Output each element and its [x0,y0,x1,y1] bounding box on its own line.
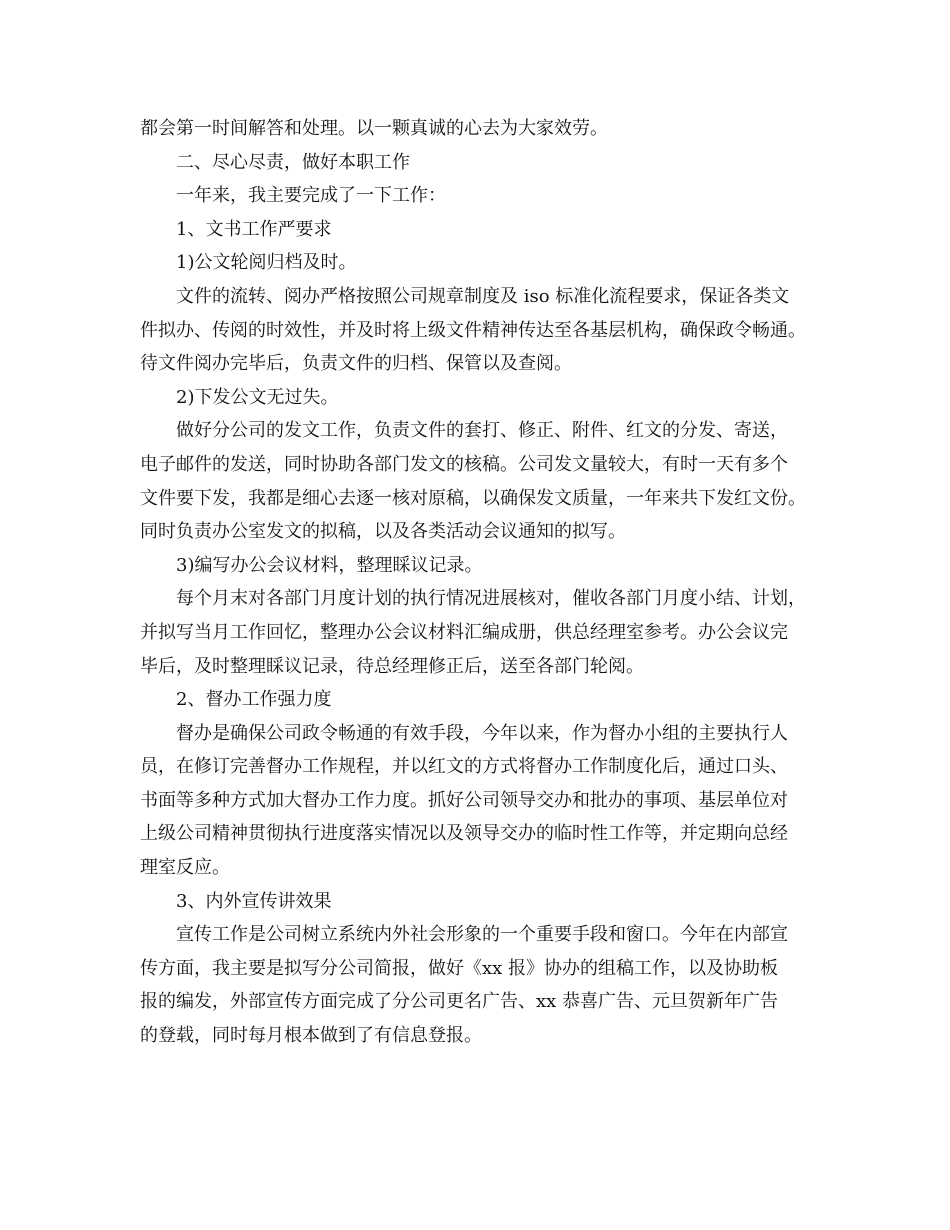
text-line: 3、内外宣传讲效果 [176,890,332,912]
text-line: 2、督办工作强力度 [176,689,332,711]
text-line: 做好分公司的发文工作，负责文件的套打、修正、附件、红文的分发、寄送， [176,420,788,442]
text-line: 上级公司精神贯彻执行进度落实情况以及领导交办的临时性工作等，并定期向总经 [140,823,788,845]
text-line: 的登载，同时每月根本做到了有信息登报。 [140,1025,482,1047]
text-line: 员，在修订完善督办工作规程，并以红文的方式将督办工作制度化后，通过口头、 [140,756,788,778]
text-line: 传方面，我主要是拟写分公司简报，做好《xx 报》协办的组稿工作，以及协助板 [140,957,779,979]
text-line: 1)公文轮阅归档及时。 [176,252,357,274]
text-line: 每个月末对各部门月度计划的执行情况进展核对，催收各部门月度小结、计划， [176,588,806,610]
text-line: 3)编写办公会议材料，整理睬议记录。 [176,554,483,576]
text-line: 1、文书工作严要求 [176,218,332,240]
text-line: 文件的流转、阅办严格按照公司规章制度及 iso 标准化流程要求，保证各类文 [176,285,790,307]
text-line: 待文件阅办完毕后，负责文件的归档、保管以及查阅。 [140,353,572,375]
text-line: 毕后，及时整理睬议记录，待总经理修正后，送至各部门轮阅。 [140,655,644,677]
text-line: 宣传工作是公司树立系统内外社会形象的一个重要手段和窗口。今年在内部宣 [176,924,788,946]
document-body [140,112,826,1053]
text-line: 一年来，我主要完成了一下工作： [176,185,446,207]
text-line: 书面等多种方式加大督办工作力度。抓好公司领导交办和批办的事项、基层单位对 [140,789,788,811]
text-line: 件拟办、传阅的时效性，并及时将上级文件精神传达至各基层机构，确保政令畅通。 [140,319,806,341]
text-line: 电子邮件的发送，同时协助各部门发文的核稿。公司发文量较大，有时一天有多个 [140,453,788,475]
text-line: 理室反应。 [140,857,230,879]
text-line: 二、尽心尽责，做好本职工作 [176,151,410,173]
text-line: 同时负责办公室发文的拟稿，以及各类活动会议通知的拟写。 [140,521,626,543]
text-line: 都会第一时间解答和处理。以一颗真诚的心去为大家效劳。 [140,118,608,139]
text-line: 2)下发公文无过失。 [176,386,339,408]
text-line: 并拟写当月工作回忆，整理办公会议材料汇编成册，供总经理室参考。办公会议完 [140,621,788,643]
text-line: 督办是确保公司政令畅通的有效手段，今年以来，作为督办小组的主要执行人 [176,722,788,744]
text-line: 报的编发，外部宣传方面完成了分公司更名广告、xx 恭喜广告、元旦贺新年广告 [140,991,779,1013]
text-line: 文件要下发，我都是细心去逐一核对原稿，以确保发文质量，一年来共下发红文份。 [140,487,806,509]
